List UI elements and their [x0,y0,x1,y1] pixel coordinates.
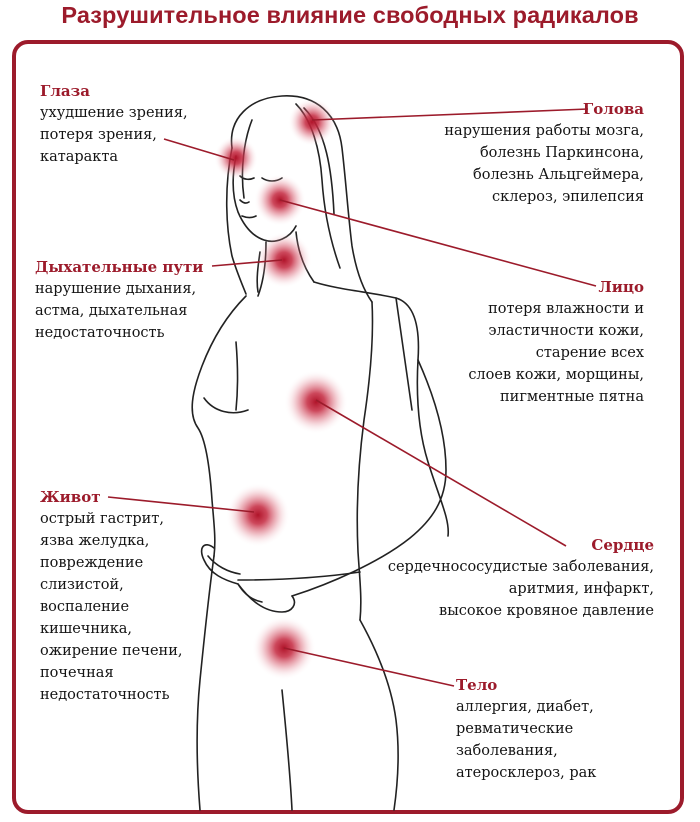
leader-face [280,200,596,286]
spot-airways [256,232,312,288]
stomach-line: воспаление [40,599,130,615]
body-line: аллергия, диабет, [456,699,594,715]
face-heading: Лицо [598,278,644,296]
heart-block [388,534,654,622]
airways-line: астма, дыхательная [35,303,188,319]
body-block [456,674,596,784]
airways-line: нарушение дыхания, [35,281,197,297]
leg-inner [282,690,292,810]
head-block [444,98,644,208]
airways-heading: Дыхательные пути [35,258,204,276]
heart-line: высокое кровяное давление [439,603,654,619]
face-line: потеря влажности и [488,301,644,317]
stomach-line: язва желудка, [40,533,150,549]
hip-right [360,620,398,810]
spot-eyes [214,136,258,180]
spot-head [288,98,336,146]
face-block [468,276,644,408]
eyes-line: потеря зрения, [40,127,157,143]
face-line: эластичности кожи, [488,323,644,339]
stomach-line: кишечника, [40,621,133,637]
mouth [242,216,256,218]
heart-line: аритмия, инфаркт, [508,581,654,597]
head-heading: Голова [582,100,644,118]
figure-outline [192,96,448,810]
face-line: слоев кожи, морщины, [468,367,644,383]
head-line: нарушения работы мозга, [444,123,644,139]
spot-heart [284,370,348,434]
eyes-heading: Глаза [40,82,90,100]
stomach-line: острый гастрит, [40,511,164,527]
eyes-block [40,80,188,168]
stomach-line: повреждение [40,555,144,571]
body-line: ревматические [456,721,574,737]
stomach-block [40,486,182,706]
damage-spots [214,98,348,680]
airways-line: недостаточность [35,325,165,341]
leader-heart [316,400,566,546]
head-line: болезнь Паркинсона, [479,145,644,161]
body-line: атеросклероз, рак [456,765,597,781]
stomach-line: ожирение печени, [40,643,183,659]
nose [240,200,249,203]
stomach-line: слизистой, [40,577,124,593]
hip-left [197,556,214,810]
heart-line: сердечнососудистые заболевания, [387,559,654,575]
airways-block [35,256,203,344]
face-line: старение всех [535,345,644,361]
face-line: пигментные пятна [499,389,644,405]
body-heading: Тело [456,676,498,694]
spot-stomach [226,483,290,547]
stomach-line: почечная [40,665,114,681]
eyes-line: катаракта [40,149,119,165]
body-line: заболевания, [456,743,558,759]
eyes-line: ухудшение зрения, [40,105,188,121]
page-title: Разрушительное влияние свободных радикалов [61,2,639,28]
heart-heading: Сердце [591,536,654,554]
stomach-line: недостаточность [40,687,170,703]
head-line: болезнь Альцгеймера, [473,167,644,183]
stomach-heading: Живот [40,488,101,506]
head-line: склероз, эпилепсия [492,189,644,205]
